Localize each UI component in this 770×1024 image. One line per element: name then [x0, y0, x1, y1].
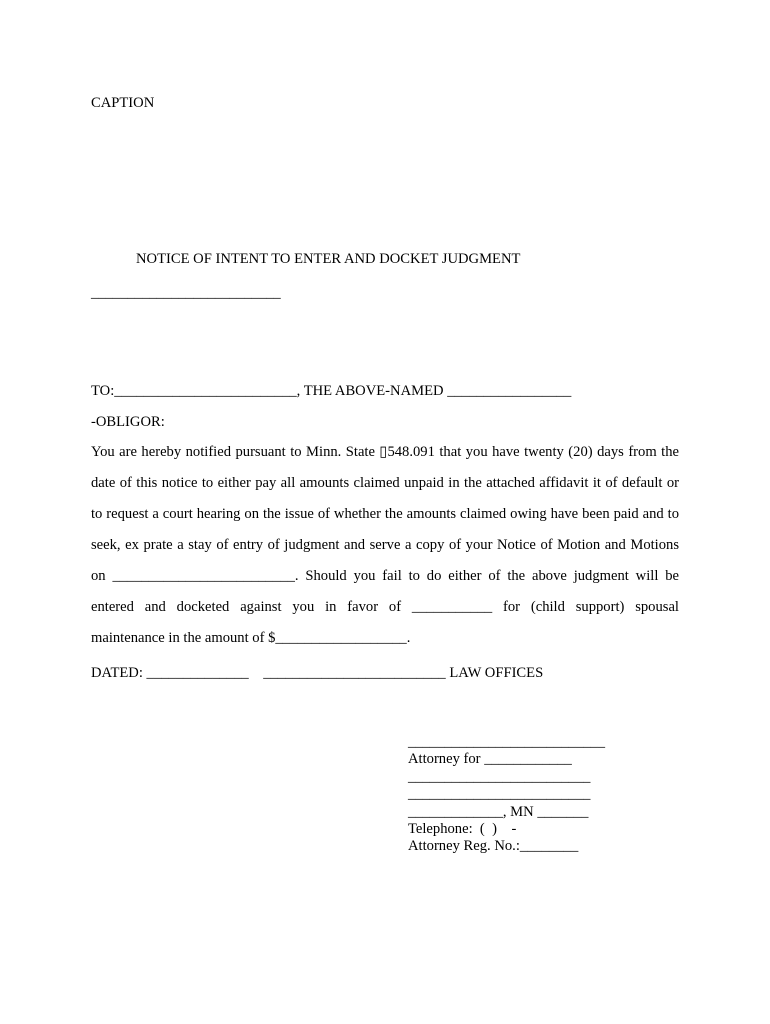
- telephone-line: Telephone: ( ) -: [408, 820, 517, 837]
- caption-heading: CAPTION: [91, 95, 155, 111]
- body-line: to request a court hearing on the issue of whether the amounts claimed owing have been paid and to: [91, 506, 679, 522]
- notice-body: [91, 437, 679, 654]
- body-line: seek, ex prate a stay of entry of judgment and serve a copy of your Notice of Motion and Motions: [91, 537, 679, 553]
- signature-block: [408, 734, 605, 856]
- body-line: date of this notice to either pay all amounts claimed unpaid in the attached affidavit it of default or: [91, 475, 679, 491]
- body-line: You are hereby notified pursuant to Minn. State ▯548.091 that you have twenty (20) days from the: [91, 444, 679, 460]
- title-underline: __________________________: [91, 285, 281, 301]
- body-line: entered and docketed against you in favor of ___________ for (child support) spousal: [91, 599, 679, 615]
- to-line: TO:_________________________, THE ABOVE-NAMED _________________: [91, 383, 572, 399]
- attorney-reg-line: Attorney Reg. No.:________: [408, 838, 579, 855]
- city-state-line: _____________, MN _______: [408, 803, 589, 820]
- obligor-line: -OBLIGOR:: [91, 414, 165, 430]
- body-line: maintenance in the amount of $__________________.: [91, 630, 411, 646]
- attorney-for-line: Attorney for ____________: [408, 751, 572, 768]
- body-line: on _________________________. Should you fail to do either of the above judgment will be: [91, 568, 679, 584]
- address-line: _________________________: [408, 768, 591, 785]
- address-line: _________________________: [408, 786, 591, 803]
- dated-line: DATED: ______________ _________________________ LAW OFFICES: [91, 665, 544, 681]
- signature-line: ___________________________: [408, 734, 606, 750]
- document-title: NOTICE OF INTENT TO ENTER AND DOCKET JUDGMENT: [136, 251, 521, 267]
